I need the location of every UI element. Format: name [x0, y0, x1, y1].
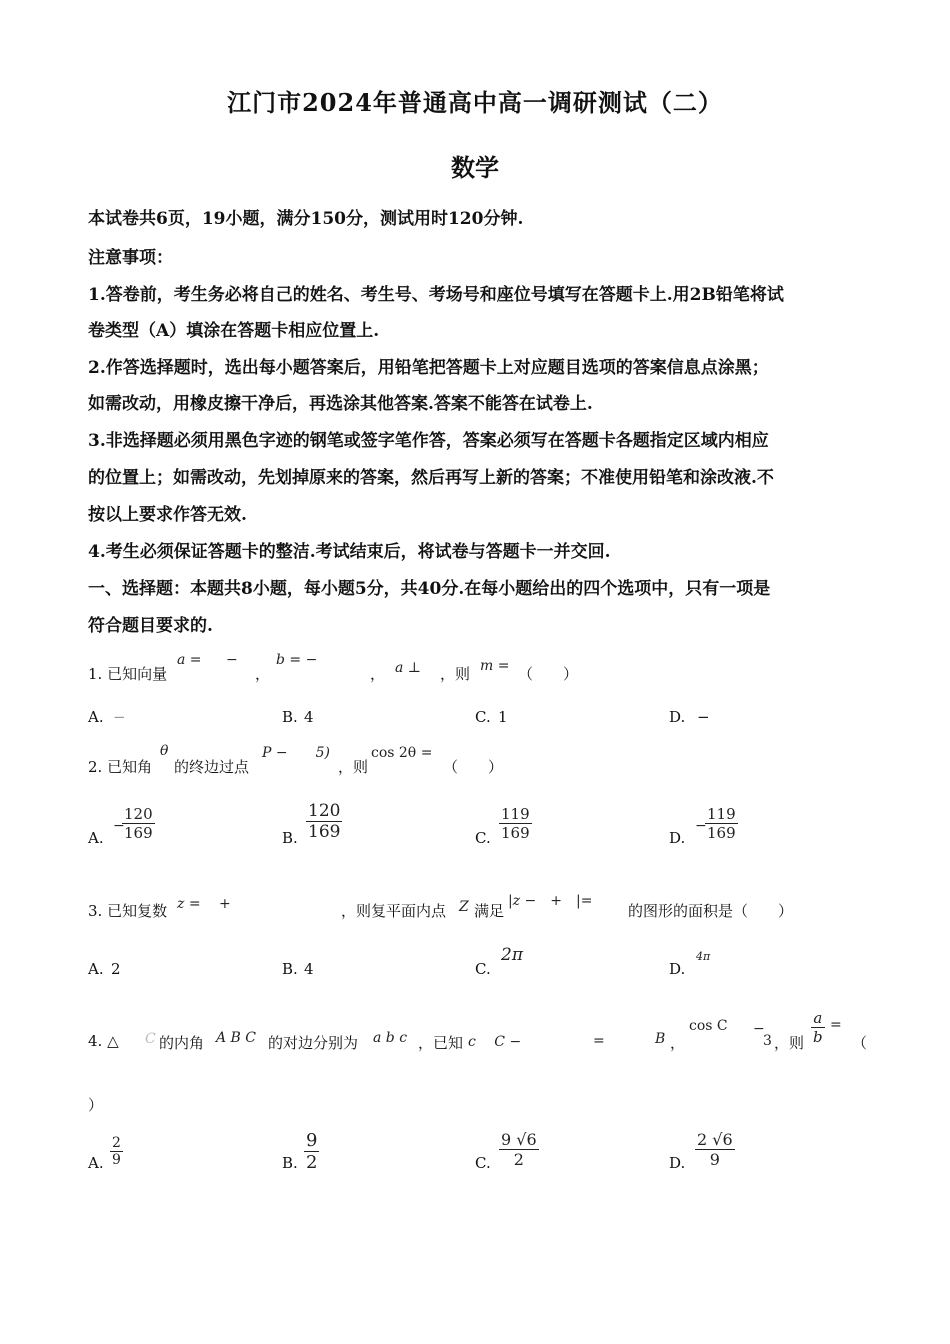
- q2-option-a-fraction: [122, 805, 155, 842]
- q3-z: z = +: [177, 896, 231, 912]
- exam-info-line: 本试卷共6页，19小题，满分150分，测试用时120分钟.: [88, 209, 524, 229]
- q3-mid: ，则复平面内点: [341, 902, 447, 920]
- q4-option-a-label[interactable]: A.: [88, 1154, 104, 1172]
- q2-cos2theta: cos 2θ =: [371, 745, 433, 761]
- q3-option-c-value: 2π: [501, 945, 523, 965]
- q3-option-b-value: 4: [304, 960, 314, 978]
- q4-frac-denominator: b: [813, 1028, 823, 1046]
- notice-2a: 2.作答选择题时，选出每小题答案后，用铅笔把答题卡上对应题目选项的答案信息点涂黑；: [88, 358, 769, 378]
- notice-title: 注意事项：: [88, 248, 173, 268]
- q1-prefix: 1. 已知向量: [88, 665, 168, 683]
- q1-option-d-value: −: [697, 708, 710, 726]
- q3-option-c-label[interactable]: C.: [475, 960, 491, 978]
- q4-option-d-denominator: 9: [709, 1150, 720, 1169]
- q3-abs-expression: |z − + |=: [508, 893, 593, 909]
- q4-paren-close: ）: [88, 1096, 104, 1114]
- q2-option-d-numerator: 119: [707, 805, 736, 823]
- q1-option-a-value: −: [113, 708, 126, 726]
- q1-option-b-label[interactable]: B.: [282, 708, 298, 726]
- q2-option-d-label[interactable]: D.: [669, 829, 686, 847]
- q4-cosC-value: 3: [763, 1033, 772, 1049]
- q4-a-over-b: [811, 1009, 825, 1046]
- q4-eq-sign: =: [593, 1033, 605, 1049]
- q3-option-d-value: 4π: [696, 950, 711, 963]
- q3-option-b-label[interactable]: B.: [282, 960, 298, 978]
- q2-option-d-fraction: [705, 805, 738, 842]
- q1-m-eq: m =: [480, 658, 510, 674]
- q4-option-b-label[interactable]: B.: [282, 1154, 298, 1172]
- q4-option-c-denominator: 2: [513, 1150, 524, 1169]
- q4-option-d-label[interactable]: D.: [669, 1154, 686, 1172]
- q2-option-a-sign: −: [113, 818, 125, 834]
- q4-option-d-fraction: [695, 1130, 735, 1169]
- section-1-heading-a: 一、选择题：本题共8小题，每小题5分，共40分.在每小题给出的四个选项中，只有一项是: [88, 579, 771, 599]
- q4-mid3: ，已知: [418, 1034, 464, 1052]
- q1-option-c-label[interactable]: C.: [475, 708, 491, 726]
- q1-vector-b: b = −: [276, 652, 318, 668]
- q2-option-b-denominator: 169: [308, 822, 341, 842]
- q2-option-d-denominator: 169: [707, 824, 736, 842]
- notice-3c: 按以上要求作答无效.: [88, 505, 247, 525]
- q4-option-a-denominator: 9: [112, 1152, 121, 1168]
- q1-option-a-label[interactable]: A.: [88, 708, 104, 726]
- q3-option-a-value: 2: [111, 960, 121, 978]
- q2-option-a-numerator: 120: [124, 805, 153, 823]
- q4-option-a-fraction: [110, 1135, 123, 1168]
- q4-frac-numerator: a: [813, 1009, 823, 1027]
- q4-option-a-numerator: 2: [112, 1135, 121, 1151]
- q2-option-c-numerator: 119: [501, 805, 530, 823]
- q2-option-d-sign: −: [695, 818, 707, 834]
- q1-option-c-value: 1: [498, 708, 508, 726]
- q4-eq-left: c C −: [468, 1034, 522, 1050]
- q2-theta: θ: [160, 743, 169, 759]
- exam-subject: 数学: [451, 153, 499, 182]
- q4-cosC-value-sign: −: [753, 1021, 765, 1037]
- notice-2b: 如需改动，用橡皮擦干净后，再选涂其他答案.答案不能答在试卷上.: [88, 394, 593, 414]
- q3-tail: 的图形的面积是（ ）: [628, 902, 794, 920]
- notice-4: 4.考生必须保证答题卡的整洁.考试结束后，将试卷与答题卡一并交回.: [88, 542, 611, 562]
- q4-angles: A B C: [216, 1030, 257, 1046]
- q4-comma: ，: [670, 1034, 686, 1052]
- q4-option-d-numerator: 2 √6: [697, 1130, 733, 1149]
- q3-option-d-label[interactable]: D.: [669, 960, 686, 978]
- q1-vector-a: a =: [177, 652, 202, 668]
- q4-prefix: 4. △: [88, 1032, 119, 1050]
- q3-option-a-label[interactable]: A.: [88, 960, 104, 978]
- q1-comma-2: ，: [370, 665, 386, 683]
- q4-triangle-c: C: [145, 1031, 156, 1047]
- q4-sides: a b c: [373, 1030, 408, 1046]
- q4-option-b-denominator: 2: [306, 1152, 318, 1173]
- q2-point: P − 5): [262, 745, 330, 761]
- q4-option-b-fraction: [304, 1130, 319, 1173]
- q3-satisfy: 满足: [474, 902, 505, 920]
- q4-mid2: 的对边分别为: [268, 1034, 359, 1052]
- q4-equals: =: [830, 1017, 842, 1033]
- q2-option-b-label[interactable]: B.: [282, 829, 298, 847]
- q2-then: ，则: [338, 758, 369, 776]
- q2-prefix: 2. 已知角: [88, 758, 153, 776]
- q2-mid: 的终边过点: [174, 758, 250, 776]
- notice-1b: 卷类型（A）填涂在答题卡相应位置上.: [88, 321, 380, 341]
- q2-paren: （ ）: [443, 758, 504, 776]
- q1-paren: （ ）: [518, 665, 579, 683]
- q1-option-d-label[interactable]: D.: [669, 708, 686, 726]
- q2-option-c-label[interactable]: C.: [475, 829, 491, 847]
- q4-eq-right: B: [655, 1031, 666, 1047]
- q4-mid1: 的内角: [159, 1034, 205, 1052]
- q1-perp: a ⊥: [395, 660, 421, 676]
- q4-then: ，则: [774, 1034, 805, 1052]
- notice-3b: 的位置上；如需改动，先划掉原来的答案，然后再写上新的答案；不准使用铅笔和涂改液.不: [88, 468, 774, 488]
- q4-option-b-numerator: 9: [306, 1130, 318, 1151]
- notice-3a: 3.非选择题必须用黑色字迹的钢笔或签字笔作答，答案必须写在答题卡各题指定区域内相应: [88, 431, 769, 451]
- q1-option-b-value: 4: [304, 708, 314, 726]
- q2-option-a-denominator: 169: [124, 824, 153, 842]
- q4-cosC: cos C: [689, 1018, 728, 1034]
- q2-option-a-label[interactable]: A.: [88, 829, 104, 847]
- q4-option-c-fraction: [499, 1130, 539, 1169]
- q4-option-c-numerator: 9 √6: [501, 1130, 537, 1149]
- q2-option-c-fraction: [499, 805, 532, 842]
- q3-point-Z: Z: [459, 899, 469, 915]
- q4-option-c-label[interactable]: C.: [475, 1154, 491, 1172]
- section-1-heading-b: 符合题目要求的.: [88, 616, 213, 636]
- q2-option-b-numerator: 120: [308, 801, 341, 821]
- q1-comma: ，: [255, 665, 271, 683]
- q2-option-c-denominator: 169: [501, 824, 530, 842]
- q3-prefix: 3. 已知复数: [88, 902, 168, 920]
- exam-title: 江门市2024年普通高中高一调研测试（二）: [227, 88, 723, 117]
- q2-option-b-fraction: [306, 801, 342, 842]
- notice-1a: 1.答卷前，考生务必将自己的姓名、考生号、考场号和座位号填写在答题卡上.用2B铅笔将试: [88, 285, 784, 305]
- q1-then: ，则: [440, 665, 471, 683]
- q4-paren-open: （: [852, 1034, 868, 1052]
- q1-vector-a-part: −: [226, 652, 238, 668]
